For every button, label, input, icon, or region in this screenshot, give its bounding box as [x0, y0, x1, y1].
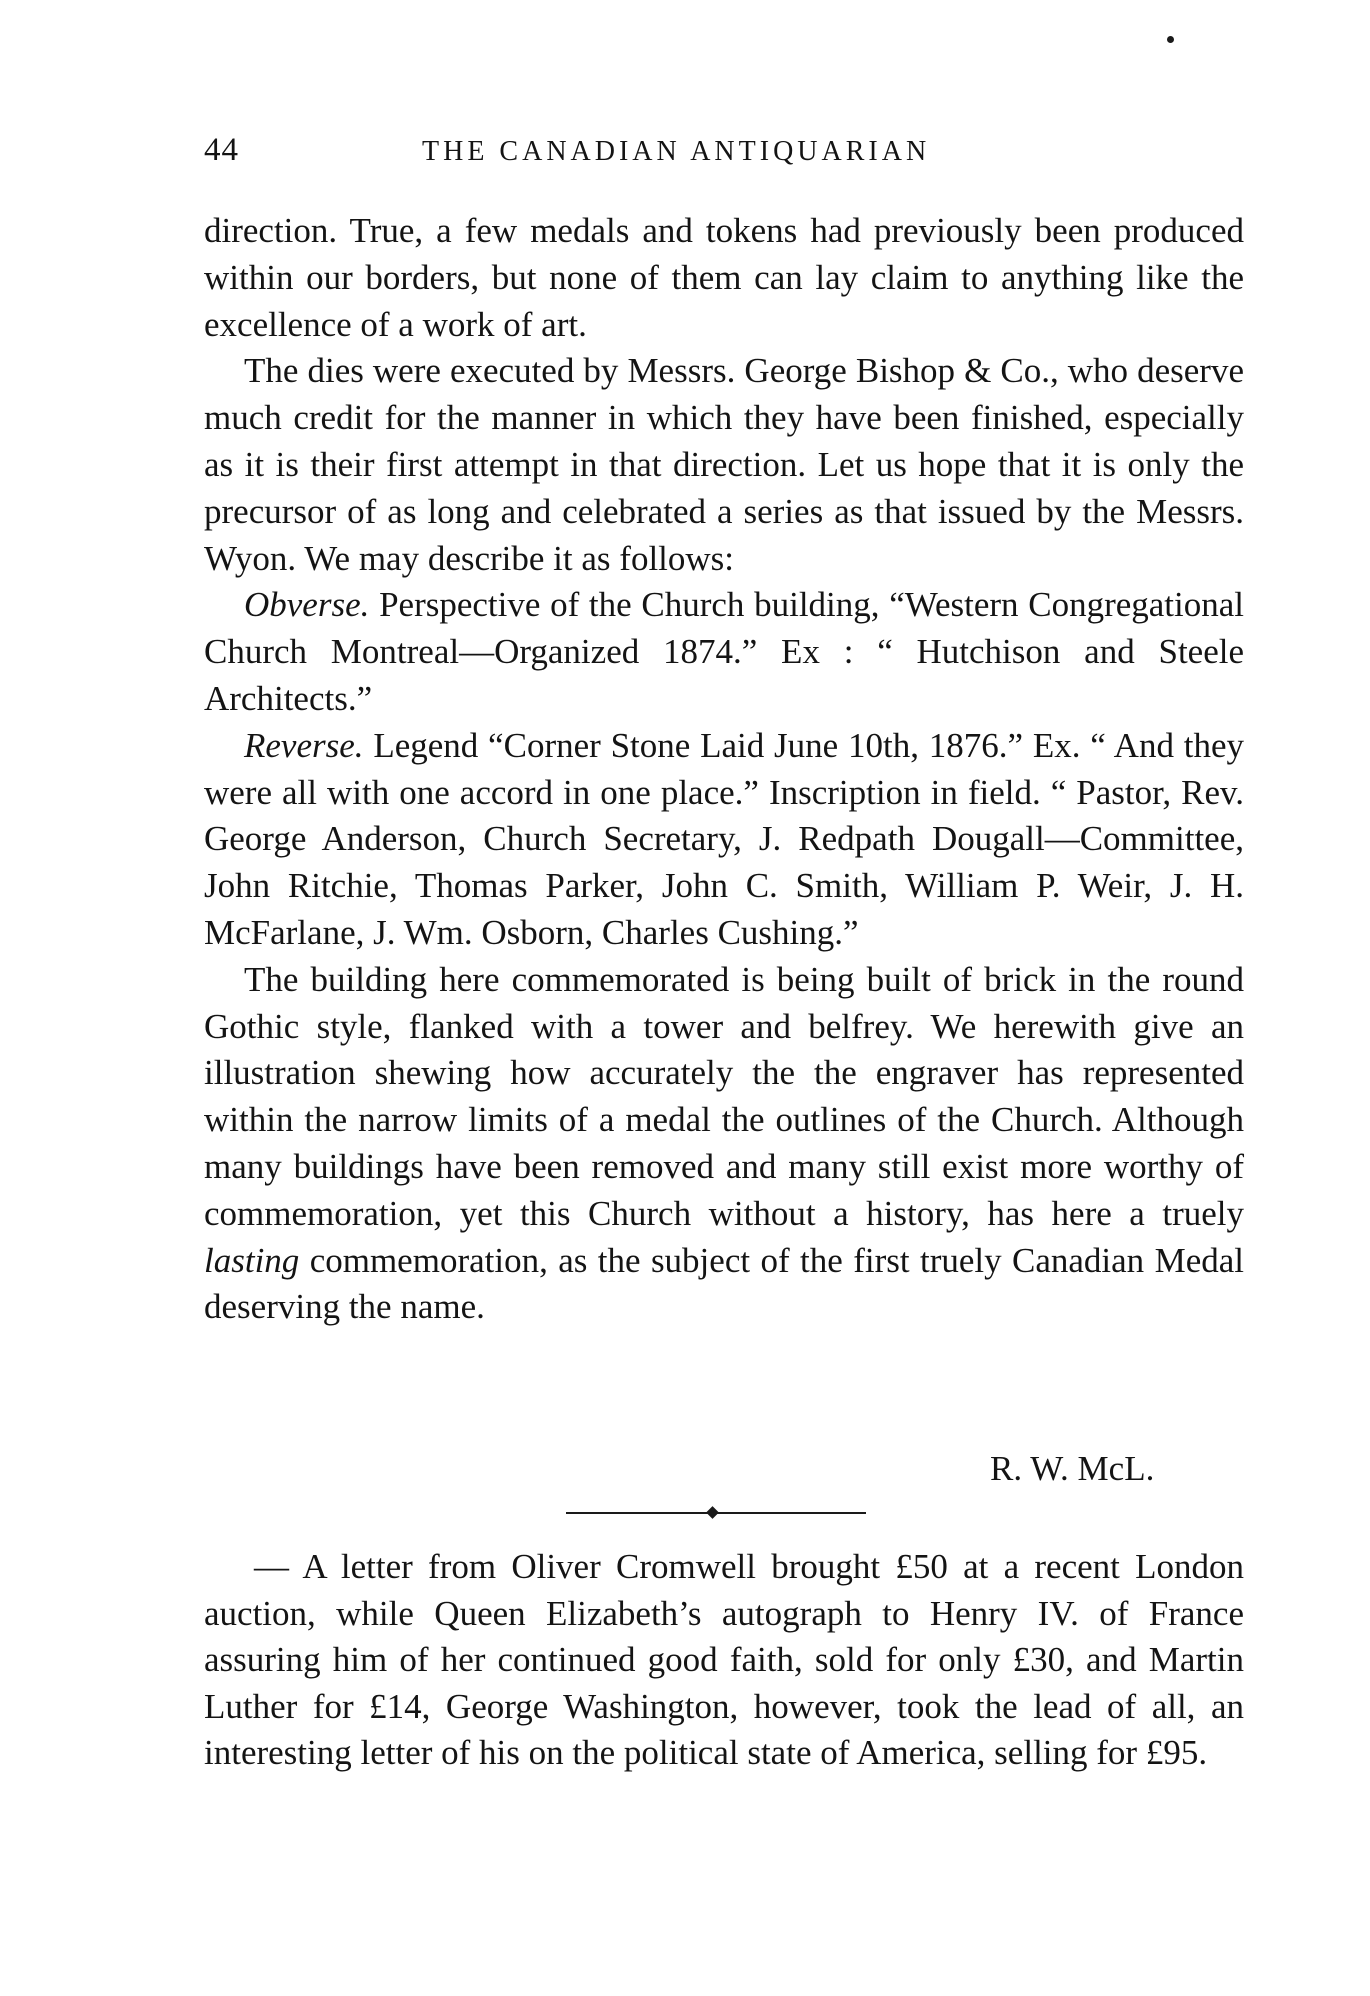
building-text-end: commemoration, as the subject of the first truely Canadian Medal deserving the name. [204, 1240, 1244, 1327]
paragraph-reverse [204, 723, 1244, 957]
reverse-label: Reverse. [244, 725, 364, 765]
stray-mark [1167, 36, 1174, 43]
section-divider [566, 1506, 866, 1520]
paragraph-continuation: direction. True, a few medals and tokens had previously been produced within our borders, but none of them can lay claim to anything like the excellence of a work of art. [204, 211, 1244, 344]
paragraph-building [204, 957, 1244, 1331]
obverse-label: Obverse. [244, 585, 370, 625]
paragraph-dies: The dies were executed by Messrs. George Bishop & Co., who deserve much credit for the manner in which they have been finished, especially as it is their first attempt in that direction. Let us hope that it is only the precursor of as long and celebrated a series as that issued by the Messrs. Wyon. We may describe it as follows: [204, 351, 1244, 578]
running-title: THE CANADIAN ANTIQUARIAN [422, 136, 931, 167]
auction-note-paragraph: — A letter from Oliver Cromwell brought £50 at a recent London auction, while Queen Elizabeth’s autograph to Henry IV. of France assuring him of her continued good faith, sold for only £30, and Martin Luther for £14, George Washington, however, took the lead of all, an interesting letter of his on the political state of America, selling for £95. [204, 1547, 1244, 1772]
auction-note [204, 1544, 1244, 1777]
page-number: 44 [204, 132, 239, 168]
obverse-text: Perspective of the Church building, “Western Congregational Church Montreal—Organized 1874.” Ex : “ Hutchison and Steele Architects.” [204, 585, 1244, 718]
lasting-emphasis: lasting [204, 1240, 300, 1280]
reverse-text: Legend “Corner Stone Laid June 10th, 1876.” Ex. “ And they were all with one accord in one place.” Inscription in field. “ Pastor, Rev. George Anderson, Church Secretary, J. Redpath Dougall—Committee, John Ritchie, Thomas Parker, John C. Smith, William P. Weir, J. H. McFarlane, J. Wm. Osborn, Charles Cushing.” [204, 725, 1244, 952]
page-header [204, 132, 1244, 172]
article-body [204, 208, 1244, 1331]
author-signature: R. W. McL. [990, 1449, 1155, 1488]
building-text-start: The building here commemorated is being built of brick in the round Gothic style, flanked with a tower and belfrey. We herewith give an illustration shewing how accurately the the engraver has represented within the narrow limits of a medal the outlines of the Church. Although many buildings have been removed and many still exist more worthy of commemoration, yet this Church without a history, has here a truely [204, 959, 1244, 1233]
divider-ornament [706, 1506, 719, 1519]
paragraph-obverse [204, 582, 1244, 722]
